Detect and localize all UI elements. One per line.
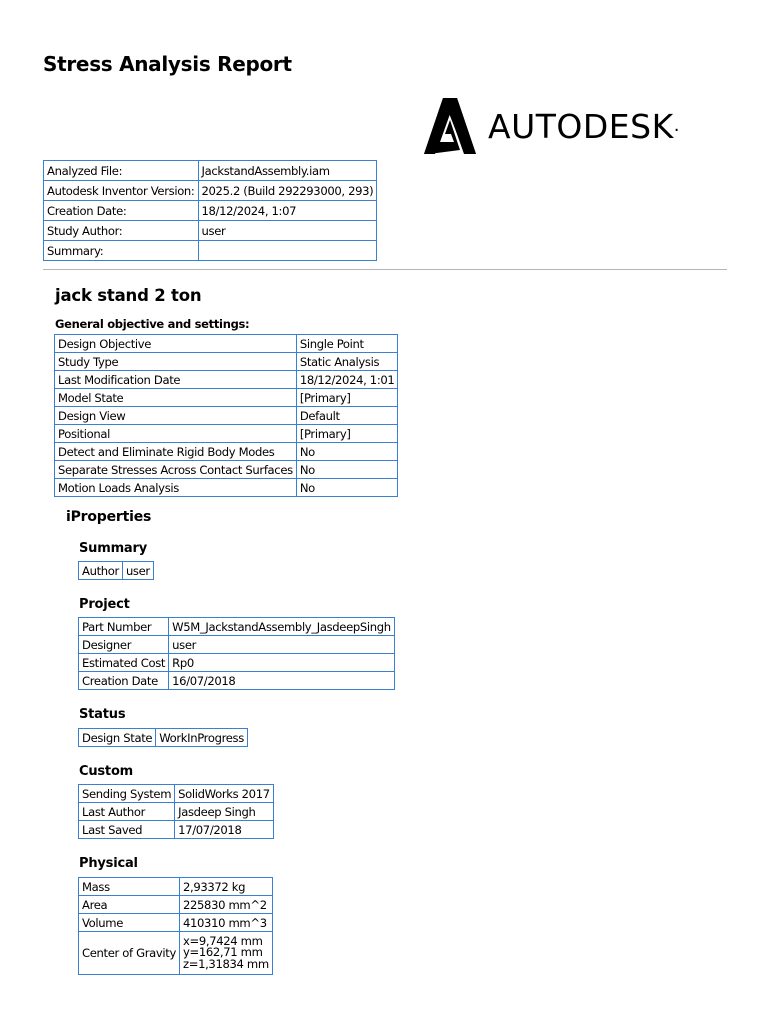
property-value: 410310 mm^3 — [179, 914, 272, 932]
property-label: Last Saved — [79, 821, 175, 839]
summary-table — [78, 561, 154, 580]
setting-value: [Primary] — [296, 425, 398, 443]
setting-value: No — [296, 461, 398, 479]
table-row — [44, 201, 377, 221]
property-value: WorkInProgress — [156, 729, 248, 747]
file-info-label: Study Author: — [44, 221, 199, 241]
table-row — [55, 353, 398, 371]
logo-trademark-dot: . — [673, 115, 680, 136]
setting-label: Motion Loads Analysis — [55, 479, 297, 497]
study-name: jack stand 2 ton — [55, 286, 202, 305]
settings-heading: General objective and settings: — [55, 317, 250, 331]
section-divider — [43, 269, 727, 270]
setting-label: Study Type — [55, 353, 297, 371]
property-value: user — [122, 562, 153, 580]
table-row — [79, 729, 248, 747]
property-value: W5M_JackstandAssembly_JasdeepSingh — [169, 618, 395, 636]
table-row — [55, 407, 398, 425]
setting-value: [Primary] — [296, 389, 398, 407]
property-value: 16/07/2018 — [169, 672, 395, 690]
summary-heading: Summary — [79, 541, 147, 556]
cog-x: x=9,7424 mm — [182, 933, 263, 948]
property-label: Design State — [79, 729, 156, 747]
file-info-label: Autodesk Inventor Version: — [44, 181, 199, 201]
setting-label: Model State — [55, 389, 297, 407]
property-label: Volume — [79, 914, 180, 932]
setting-label: Detect and Eliminate Rigid Body Modes — [55, 443, 297, 461]
file-info-value: JackstandAssembly.iam — [198, 161, 377, 181]
table-row — [79, 654, 395, 672]
property-label: Area — [79, 896, 180, 914]
report-title: Stress Analysis Report — [43, 52, 292, 76]
setting-value: Single Point — [296, 335, 398, 353]
file-info-value: 2025.2 (Build 292293000, 293) — [198, 181, 377, 201]
table-row — [55, 425, 398, 443]
status-heading: Status — [79, 707, 126, 722]
physical-table — [78, 877, 273, 975]
setting-value: Default — [296, 407, 398, 425]
table-row — [55, 479, 398, 497]
table-row — [79, 914, 273, 932]
table-row — [79, 896, 273, 914]
setting-label: Design Objective — [55, 335, 297, 353]
property-label: Mass — [79, 878, 180, 896]
table-row — [55, 443, 398, 461]
autodesk-a-mark-icon — [424, 98, 476, 154]
property-value: Jasdeep Singh — [175, 803, 274, 821]
property-value: Rp0 — [169, 654, 395, 672]
setting-label: Last Modification Date — [55, 371, 297, 389]
table-row — [44, 181, 377, 201]
file-info-label: Analyzed File: — [44, 161, 199, 181]
physical-heading: Physical — [79, 856, 138, 871]
property-label: Creation Date — [79, 672, 169, 690]
table-row — [44, 161, 377, 181]
table-row — [44, 241, 377, 261]
file-info-label: Creation Date: — [44, 201, 199, 221]
settings-table — [54, 334, 398, 497]
table-row — [79, 562, 154, 580]
property-label: Author — [79, 562, 123, 580]
setting-value: Static Analysis — [296, 353, 398, 371]
property-label: Part Number — [79, 618, 169, 636]
table-row — [79, 878, 273, 896]
property-value: user — [169, 636, 395, 654]
status-table — [78, 728, 248, 747]
property-label: Estimated Cost — [79, 654, 169, 672]
file-info-value: user — [198, 221, 377, 241]
project-table — [78, 617, 395, 690]
table-row — [79, 636, 395, 654]
file-info-value — [198, 241, 377, 261]
table-row — [55, 389, 398, 407]
table-row — [44, 221, 377, 241]
property-value: 2,93372 kg — [179, 878, 272, 896]
table-row — [55, 371, 398, 389]
setting-label: Positional — [55, 425, 297, 443]
property-value: SolidWorks 2017 — [175, 785, 274, 803]
custom-table — [78, 784, 274, 839]
iproperties-heading: iProperties — [66, 509, 152, 525]
property-label: Sending System — [79, 785, 175, 803]
table-row — [79, 785, 274, 803]
table-row — [79, 803, 274, 821]
property-value: 225830 mm^2 — [179, 896, 272, 914]
file-info-value: 18/12/2024, 1:07 — [198, 201, 377, 221]
setting-value: 18/12/2024, 1:01 — [296, 371, 398, 389]
cog-y: y=162,71 mm — [182, 945, 263, 960]
table-row — [79, 821, 274, 839]
table-row — [79, 618, 395, 636]
property-label: Center of Gravity — [79, 932, 180, 975]
project-heading: Project — [79, 597, 130, 612]
autodesk-wordmark: AUTODESK — [488, 106, 674, 146]
setting-value: No — [296, 443, 398, 461]
table-row — [79, 672, 395, 690]
setting-label: Design View — [55, 407, 297, 425]
property-value: 17/07/2018 — [175, 821, 274, 839]
center-of-gravity-value — [179, 932, 272, 975]
custom-heading: Custom — [79, 764, 134, 779]
setting-label: Separate Stresses Across Contact Surfaces — [55, 461, 297, 479]
table-row — [55, 335, 398, 353]
table-row — [55, 461, 398, 479]
file-info-label: Summary: — [44, 241, 199, 261]
setting-value: No — [296, 479, 398, 497]
cog-z: z=1,31834 mm — [182, 956, 269, 971]
property-label: Designer — [79, 636, 169, 654]
file-info-table — [43, 160, 377, 261]
table-row — [79, 932, 273, 975]
property-label: Last Author — [79, 803, 175, 821]
autodesk-logo — [424, 98, 680, 154]
